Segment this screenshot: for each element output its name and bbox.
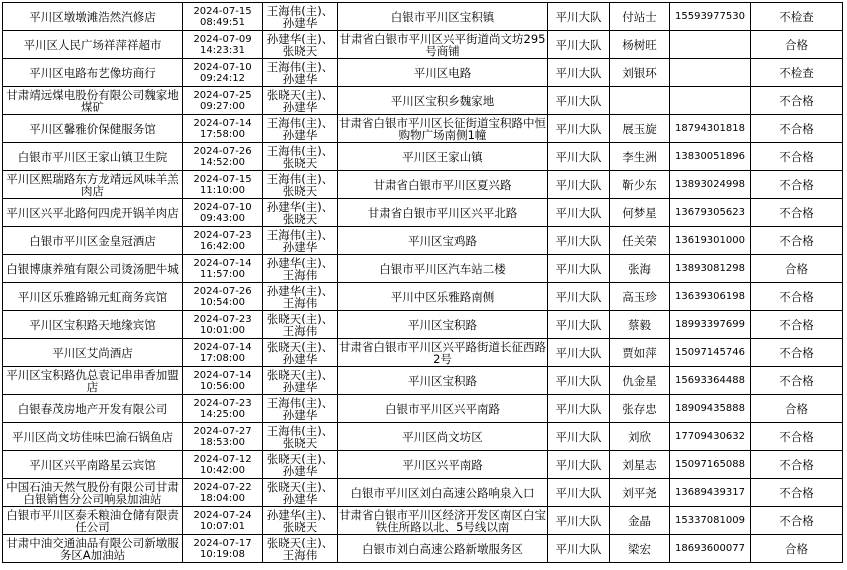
- business-name-cell: 平川区乐雅路锦元虹商务宾馆: [3, 283, 183, 311]
- contact-person-cell: 李生洲: [610, 143, 670, 171]
- contact-person-cell: 刘平尧: [610, 479, 670, 507]
- result-cell: 不合格: [751, 227, 843, 255]
- inspection-time: 09:43:00: [200, 212, 245, 224]
- contact-person-cell: 靳少东: [610, 171, 670, 199]
- team-cell: 平川大队: [548, 3, 610, 31]
- inspection-datetime-cell: [183, 507, 263, 535]
- inspectors-cell: 王海伟(主)、孙建华: [263, 115, 338, 143]
- result-cell: 不合格: [751, 171, 843, 199]
- result-cell: 不合格: [751, 479, 843, 507]
- inspection-datetime-cell: [183, 423, 263, 451]
- team-cell: 平川大队: [548, 199, 610, 227]
- inspection-date: 2024-07-17: [193, 537, 252, 549]
- inspection-time: 18:53:00: [200, 436, 245, 448]
- inspection-time: 11:57:00: [200, 268, 245, 280]
- phone-cell: 13689439317: [670, 479, 751, 507]
- table-row: [3, 339, 843, 367]
- result-cell: 合格: [751, 31, 843, 59]
- inspection-date: 2024-07-15: [193, 5, 252, 17]
- business-name-cell: 平川区兴平北路何四虎开锅羊肉店: [3, 199, 183, 227]
- inspection-time: 14:52:00: [200, 156, 245, 168]
- result-cell: 不检查: [751, 59, 843, 87]
- inspectors-cell: 王海伟(主)、孙建华: [263, 227, 338, 255]
- business-name-cell: 平川区宝积路仇总袁记串串香加盟店: [3, 367, 183, 395]
- inspectors-cell: 王海伟(主)、孙建华: [263, 395, 338, 423]
- inspectors-cell: 张晓天(主)、孙建华: [263, 451, 338, 479]
- inspection-date: 2024-07-26: [193, 145, 252, 157]
- result-cell: 不合格: [751, 423, 843, 451]
- inspection-datetime-cell: [183, 31, 263, 59]
- phone-cell: 13893081298: [670, 255, 751, 283]
- phone-cell: 18993397699: [670, 311, 751, 339]
- inspection-time: 10:07:01: [200, 520, 245, 532]
- contact-person-cell: 张存忠: [610, 395, 670, 423]
- phone-cell: [670, 87, 751, 115]
- address-cell: 甘肃省白银市平川区兴平路街道长征西路2号: [339, 339, 546, 366]
- phone-cell: [670, 31, 751, 59]
- address-cell: 平川区宝积路: [338, 367, 548, 395]
- inspectors-cell: 王海伟(主)、孙建华: [263, 3, 338, 31]
- address-cell: 平川区宝鸡路: [338, 227, 548, 255]
- inspection-date: 2024-07-14: [193, 341, 252, 353]
- contact-person-cell: 仇金星: [610, 367, 670, 395]
- business-name-cell: 白银春茂房地产开发有限公司: [3, 395, 183, 423]
- business-name-cell: 平川区墩墩滩浩然汽修店: [3, 3, 183, 31]
- team-cell: 平川大队: [548, 479, 610, 507]
- inspection-time: 10:19:08: [200, 548, 245, 560]
- inspectors-cell: 孙建华(主)、张晓天: [263, 199, 338, 227]
- inspection-datetime-cell: [183, 171, 263, 199]
- inspection-time: 09:24:12: [200, 72, 245, 84]
- table-row: [3, 367, 843, 395]
- inspection-datetime-cell: [183, 311, 263, 339]
- inspection-datetime-cell: [183, 451, 263, 479]
- result-cell: 不合格: [751, 115, 843, 143]
- result-cell: 不合格: [751, 87, 843, 115]
- team-cell: 平川大队: [548, 115, 610, 143]
- inspection-date: 2024-07-09: [193, 33, 252, 45]
- inspection-datetime-cell: [183, 87, 263, 115]
- phone-cell: 13830051896: [670, 143, 751, 171]
- team-cell: 平川大队: [548, 535, 610, 563]
- address-cell: 甘肃省白银市平川区兴平街道尚文坊295号商铺: [338, 31, 548, 59]
- business-name-cell: 白银市平川区金皇冠酒店: [3, 227, 183, 255]
- inspection-datetime-cell: [183, 283, 263, 311]
- team-cell: 平川大队: [548, 451, 610, 479]
- phone-cell: 15693364488: [670, 367, 751, 395]
- team-cell: 平川大队: [548, 59, 610, 87]
- phone-cell: 15097145746: [670, 339, 751, 367]
- inspection-date: 2024-07-12: [193, 453, 252, 465]
- team-cell: 平川大队: [548, 507, 610, 535]
- inspection-time: 10:01:00: [200, 324, 245, 336]
- result-cell: 合格: [751, 255, 843, 283]
- inspection-date: 2024-07-25: [193, 89, 252, 101]
- contact-person-cell: 梁宏: [610, 535, 670, 563]
- address-cell: 白银市平川区汽车站二楼: [338, 255, 548, 283]
- table-row: [3, 115, 843, 143]
- inspectors-cell: 张晓天(主)、孙建华: [263, 479, 338, 507]
- inspection-datetime-cell: [183, 199, 263, 227]
- inspection-datetime-cell: [183, 143, 263, 171]
- result-cell: 不合格: [751, 451, 843, 479]
- table-row: [3, 87, 843, 115]
- business-name-cell: 平川区馨雅价保健服务馆: [3, 115, 183, 143]
- inspection-time: 10:56:00: [200, 380, 245, 392]
- table-row: [3, 283, 843, 311]
- inspection-date: 2024-07-23: [193, 397, 252, 409]
- contact-person-cell: 付站士: [610, 3, 670, 31]
- contact-person-cell: 刘星志: [610, 451, 670, 479]
- business-name-cell: 白银市平川区泰禾粮油仓储有限责任公司: [3, 507, 183, 535]
- inspection-datetime-cell: [183, 59, 263, 87]
- contact-person-cell: [610, 87, 670, 115]
- table-row: [3, 255, 843, 283]
- inspection-date: 2024-07-14: [193, 369, 252, 381]
- inspection-date: 2024-07-10: [193, 61, 252, 73]
- phone-cell: 15337081009: [670, 507, 751, 535]
- table-row: [3, 143, 843, 171]
- inspectors-cell: 孙建华(主)、王海伟: [263, 255, 338, 283]
- table-row: [3, 507, 843, 535]
- inspectors-cell: 张晓天(主)、孙建华: [263, 87, 338, 115]
- address-cell: 白银市平川区刘白高速公路响泉入口: [338, 479, 548, 507]
- inspection-datetime-cell: [183, 339, 263, 367]
- inspection-time: 17:58:00: [200, 128, 245, 140]
- address-cell: 甘肃省白银市平川区兴平北路: [338, 199, 548, 227]
- address-cell: 平川区尚文坊区: [338, 423, 548, 451]
- result-cell: 不合格: [751, 339, 843, 367]
- table-row: [3, 311, 843, 339]
- business-name-cell: 甘肃中油交通油品有限公司新墩服务区A加油站: [3, 535, 183, 563]
- address-cell: 白银市平川区兴平南路: [338, 395, 548, 423]
- inspectors-cell: 张晓天(主)、孙建华: [263, 367, 338, 395]
- table-body: [3, 3, 843, 563]
- inspection-date: 2024-07-27: [193, 425, 252, 437]
- phone-cell: 15097165088: [670, 451, 751, 479]
- team-cell: 平川大队: [548, 395, 610, 423]
- result-cell: 不合格: [751, 143, 843, 171]
- contact-person-cell: 刘银环: [610, 59, 670, 87]
- address-cell: 平川区兴平南路: [338, 451, 548, 479]
- inspection-time: 17:08:00: [200, 352, 245, 364]
- table-row: [3, 199, 843, 227]
- phone-cell: 13679305623: [670, 199, 751, 227]
- inspection-date: 2024-07-24: [193, 509, 252, 521]
- inspection-time: 11:10:00: [200, 184, 245, 196]
- address-cell: 白银市刘白高速公路新墩服务区: [338, 535, 548, 563]
- business-name-cell: 甘肃靖远煤电股份有限公司魏家地煤矿: [3, 87, 183, 115]
- result-cell: 不合格: [751, 283, 843, 311]
- contact-person-cell: 蔡毅: [610, 311, 670, 339]
- contact-person-cell: 何梦星: [610, 199, 670, 227]
- inspection-datetime-cell: [183, 367, 263, 395]
- business-name-cell: 平川区艾尚酒店: [3, 339, 183, 367]
- team-cell: 平川大队: [548, 143, 610, 171]
- table-row: [3, 3, 843, 31]
- inspection-date: 2024-07-15: [193, 173, 252, 185]
- business-name-cell: 中国石油天然气股份有限公司甘肃白银销售分公司响泉加油站: [3, 479, 183, 507]
- phone-cell: 18794301818: [670, 115, 751, 143]
- contact-person-cell: 展玉旋: [610, 115, 670, 143]
- result-cell: 不合格: [751, 367, 843, 395]
- inspectors-cell: 孙建华(主)、张晓天: [263, 31, 338, 59]
- result-cell: 不合格: [751, 199, 843, 227]
- result-cell: 不合格: [751, 507, 843, 535]
- result-cell: 合格: [751, 395, 843, 423]
- team-cell: 平川大队: [548, 255, 610, 283]
- business-name-cell: 平川区熙瑞路东方龙靖远风味羊羔肉店: [3, 171, 183, 199]
- table-row: [3, 423, 843, 451]
- address-cell: 平川区宝积路: [338, 311, 548, 339]
- inspection-time: 14:23:31: [200, 44, 245, 56]
- contact-person-cell: 杨树旺: [610, 31, 670, 59]
- business-name-cell: 平川区兴平南路星云宾馆: [3, 451, 183, 479]
- inspection-time: 14:25:00: [200, 408, 245, 420]
- team-cell: 平川大队: [548, 227, 610, 255]
- inspection-datetime-cell: [183, 395, 263, 423]
- phone-cell: 15593977530: [670, 3, 751, 31]
- inspectors-cell: 张晓天(主)、孙建华: [263, 339, 338, 367]
- inspection-datetime-cell: [183, 255, 263, 283]
- contact-person-cell: 贾如萍: [610, 339, 670, 367]
- business-name-cell: 白银市平川区王家山镇卫生院: [3, 143, 183, 171]
- table-row: [3, 31, 843, 59]
- phone-cell: [670, 59, 751, 87]
- team-cell: 平川大队: [548, 31, 610, 59]
- address-cell: 白银市平川区宝积镇: [338, 3, 548, 31]
- contact-person-cell: 任关荣: [610, 227, 670, 255]
- team-cell: 平川大队: [548, 339, 610, 367]
- team-cell: 平川大队: [548, 87, 610, 115]
- inspection-datetime-cell: [183, 3, 263, 31]
- inspection-date: 2024-07-23: [193, 229, 252, 241]
- inspection-datetime-cell: [183, 535, 263, 563]
- business-name-cell: 白银博康养殖有限公司烫汤肥牛城: [3, 255, 183, 283]
- table-row: [3, 535, 843, 563]
- phone-cell: 13893024998: [670, 171, 751, 199]
- inspection-date: 2024-07-22: [193, 481, 252, 493]
- result-cell: 不合格: [751, 311, 843, 339]
- phone-cell: 17709430632: [670, 423, 751, 451]
- inspection-datetime-cell: [183, 115, 263, 143]
- business-name-cell: 平川区尚文坊佳味巴渝石锅鱼店: [3, 423, 183, 451]
- inspection-time: 08:49:51: [200, 16, 245, 28]
- result-cell: 不检查: [751, 3, 843, 31]
- business-name-cell: 平川区电路布艺像坊商行: [3, 59, 183, 87]
- inspection-time: 16:42:00: [200, 240, 245, 252]
- inspectors-cell: 王海伟(主)、张晓天: [263, 171, 338, 199]
- address-cell: 平川中区乐雅路南侧: [338, 283, 548, 311]
- business-name-cell: 平川区宝积路天地缘宾馆: [3, 311, 183, 339]
- address-cell: 甘肃省白银市平川区夏兴路: [338, 171, 548, 199]
- inspection-table: [2, 2, 843, 563]
- table-row: [3, 395, 843, 423]
- table-row: [3, 171, 843, 199]
- team-cell: 平川大队: [548, 367, 610, 395]
- inspection-date: 2024-07-23: [193, 313, 252, 325]
- inspection-time: 10:42:00: [200, 464, 245, 476]
- address-cell: 平川区王家山镇: [338, 143, 548, 171]
- inspectors-cell: 王海伟(主)、张晓天: [263, 143, 338, 171]
- inspection-date: 2024-07-10: [193, 201, 252, 213]
- address-cell: 甘肃省白银市平川区经济开发区南区白宝铁住所路以北、5号线以南: [339, 507, 546, 534]
- table-row: [3, 479, 843, 507]
- team-cell: 平川大队: [548, 283, 610, 311]
- address-cell: 甘肃省白银市平川区长征街道宝积路中恒购物广场南侧1幢: [339, 115, 546, 142]
- inspectors-cell: 张晓天(主)、王海伟: [263, 535, 338, 563]
- table-row: [3, 451, 843, 479]
- inspection-datetime-cell: [183, 479, 263, 507]
- address-cell: 平川区宝积乡魏家地: [338, 87, 548, 115]
- team-cell: 平川大队: [548, 311, 610, 339]
- contact-person-cell: 金晶: [610, 507, 670, 535]
- inspectors-cell: 张晓天(主)、王海伟: [263, 311, 338, 339]
- phone-cell: 13619301000: [670, 227, 751, 255]
- phone-cell: 18693600077: [670, 535, 751, 563]
- contact-person-cell: 高玉珍: [610, 283, 670, 311]
- phone-cell: 18909435888: [670, 395, 751, 423]
- phone-cell: 13639306198: [670, 283, 751, 311]
- table-row: [3, 227, 843, 255]
- inspectors-cell: 王海伟(主)、孙建华: [263, 59, 338, 87]
- inspectors-cell: 孙建华(主)、王海伟: [263, 283, 338, 311]
- inspection-time: 10:54:00: [200, 296, 245, 308]
- business-name-cell: 平川区人民广场祥萍祥超市: [3, 31, 183, 59]
- table-row: [3, 59, 843, 87]
- contact-person-cell: 张海: [610, 255, 670, 283]
- inspection-date: 2024-07-14: [193, 117, 252, 129]
- team-cell: 平川大队: [548, 171, 610, 199]
- inspection-time: 18:04:00: [200, 492, 245, 504]
- contact-person-cell: 刘欣: [610, 423, 670, 451]
- inspection-time: 09:27:00: [200, 100, 245, 112]
- inspectors-cell: 王海伟(主)、张晓天: [263, 423, 338, 451]
- team-cell: 平川大队: [548, 423, 610, 451]
- inspectors-cell: 孙建华(主)、张晓天: [263, 507, 338, 535]
- inspection-date: 2024-07-26: [193, 285, 252, 297]
- result-cell: 合格: [751, 535, 843, 563]
- inspection-date: 2024-07-14: [193, 257, 252, 269]
- inspection-datetime-cell: [183, 227, 263, 255]
- address-cell: 平川区电路: [338, 59, 548, 87]
